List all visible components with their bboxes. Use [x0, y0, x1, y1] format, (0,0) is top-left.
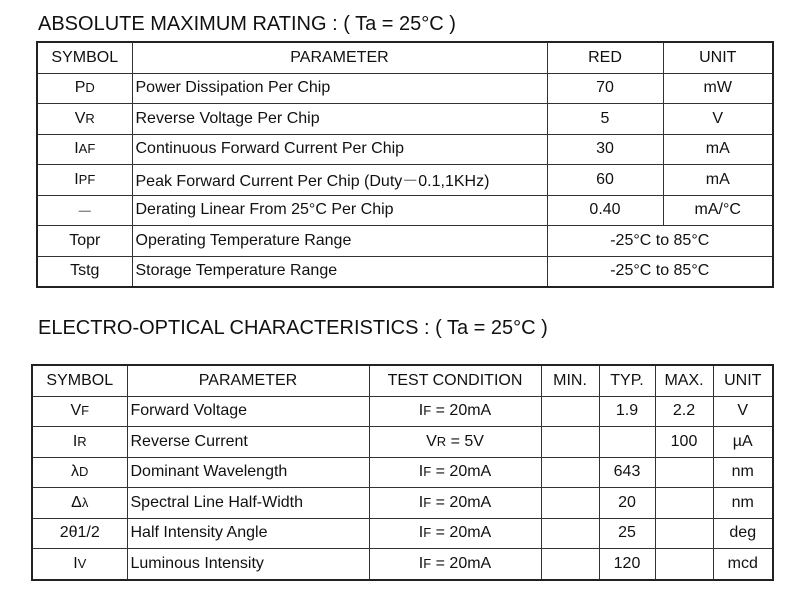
symbol-main: I [72, 432, 78, 450]
red-value-cell: 70 [547, 73, 663, 104]
max-cell [655, 457, 713, 488]
condition-subscript: F [423, 494, 432, 510]
max-cell: 100 [655, 427, 713, 458]
symbol-subscript: V [77, 555, 87, 571]
condition-symbol: I [418, 402, 424, 420]
unit-cell: mcd [713, 549, 773, 580]
parameter-cell: Spectral Line Half-Width [127, 488, 369, 519]
red-value-cell: 60 [547, 165, 663, 196]
unit-cell: V [663, 104, 773, 135]
table-row [37, 134, 773, 165]
table-row [32, 427, 773, 458]
symbol-main: 2θ1/2 [59, 524, 100, 542]
typ-cell: 120 [599, 549, 655, 580]
min-cell [541, 396, 599, 427]
unit-cell: nm [713, 457, 773, 488]
absolute-max-rating-table [36, 41, 774, 288]
unit-cell: V [713, 396, 773, 427]
symbol-cell [32, 518, 127, 549]
min-cell [541, 427, 599, 458]
table-row [32, 396, 773, 427]
parameter-cell: Reverse Current [127, 427, 369, 458]
header-typ: TYP. [599, 365, 655, 396]
unit-cell: mA [663, 134, 773, 165]
condition-subscript: F [423, 464, 432, 480]
table-row [37, 256, 773, 287]
table-row [37, 73, 773, 104]
condition-subscript: F [423, 555, 432, 571]
parameter-cell: Luminous Intensity [127, 549, 369, 580]
symbol-main: V [74, 109, 86, 127]
electro-optical-table [31, 364, 774, 581]
condition-symbol: V [426, 432, 437, 450]
symbol-cell: Tstg [37, 256, 132, 287]
table-row [37, 226, 773, 257]
header-symbol: SYMBOL [32, 365, 127, 396]
condition-value: = 20mA [431, 463, 492, 481]
header-test-condition: TEST CONDITION [369, 365, 541, 396]
condition-subscript: R [436, 433, 447, 449]
red-value-cell: 30 [547, 134, 663, 165]
test-condition-cell [369, 457, 541, 488]
symbol-main: λ [71, 463, 80, 481]
symbol-main: I [74, 170, 79, 188]
typ-cell [599, 427, 655, 458]
test-condition-cell [369, 396, 541, 427]
parameter-cell: Dominant Wavelength [127, 457, 369, 488]
typ-cell: 20 [599, 488, 655, 519]
max-cell: 2.2 [655, 396, 713, 427]
condition-symbol: I [418, 493, 424, 511]
header-red: RED [547, 42, 663, 73]
unit-cell: mA [663, 165, 773, 196]
condition-subscript: F [423, 525, 432, 541]
parameter-cell: Continuous Forward Current Per Chip [132, 134, 547, 165]
red-value-cell: 5 [547, 104, 663, 135]
header-parameter: PARAMETER [132, 42, 547, 73]
symbol-cell [32, 549, 127, 580]
table-row [37, 104, 773, 135]
unit-cell: mA/°C [663, 195, 773, 226]
condition-symbol: I [418, 463, 424, 481]
unit-cell: deg [713, 518, 773, 549]
symbol-cell [37, 73, 132, 104]
absolute-max-rating-title: ABSOLUTE MAXIMUM RATING : ( Ta = 25°C ) [38, 13, 456, 35]
symbol-main: V [70, 402, 82, 420]
symbol-cell: Topr [37, 226, 132, 257]
range-cell: -25°C to 85°C [547, 256, 773, 287]
header-symbol: SYMBOL [37, 42, 132, 73]
test-condition-cell [369, 427, 541, 458]
test-condition-cell [369, 518, 541, 549]
parameter-cell: Storage Temperature Range [132, 256, 547, 287]
header-unit: UNIT [663, 42, 773, 73]
symbol-main: I [73, 554, 78, 572]
table-row [37, 165, 773, 196]
typ-cell: 25 [599, 518, 655, 549]
header-max: MAX. [655, 365, 713, 396]
parameter-cell: Derating Linear From 25°C Per Chip [132, 195, 547, 226]
symbol-cell [37, 104, 132, 135]
parameter-cell: Reverse Voltage Per Chip [132, 104, 547, 135]
symbol-cell [37, 134, 132, 165]
range-cell: -25°C to 85°C [547, 226, 773, 257]
symbol-subscript: R [77, 433, 87, 449]
table-row [32, 518, 773, 549]
symbol-cell [32, 488, 127, 519]
parameter-cell: Operating Temperature Range [132, 226, 547, 257]
symbol-cell [32, 396, 127, 427]
parameter-cell: Forward Voltage [127, 396, 369, 427]
condition-value: = 20mA [431, 493, 492, 511]
table-row [32, 457, 773, 488]
unit-cell: mW [663, 73, 773, 104]
min-cell [541, 518, 599, 549]
parameter-cell: Power Dissipation Per Chip [132, 73, 547, 104]
condition-value: = 20mA [431, 554, 492, 572]
electro-optical-title: ELECTRO-OPTICAL CHARACTERISTICS : ( Ta = 25°C ) [38, 317, 548, 339]
header-parameter: PARAMETER [127, 365, 369, 396]
test-condition-cell [369, 549, 541, 580]
table-header-row [37, 42, 773, 73]
table-header-row [32, 365, 773, 396]
symbol-cell [32, 427, 127, 458]
symbol-subscript: PF [78, 171, 96, 187]
min-cell [541, 488, 599, 519]
symbol-subscript: D [79, 464, 89, 480]
header-min: MIN. [541, 365, 599, 396]
parameter-cell: Half Intensity Angle [127, 518, 369, 549]
min-cell [541, 549, 599, 580]
condition-value: = 20mA [431, 524, 492, 542]
table-row [32, 488, 773, 519]
symbol-cell [32, 457, 127, 488]
symbol-subscript: R [85, 110, 95, 126]
symbol-subscript: AF [78, 141, 96, 157]
min-cell [541, 457, 599, 488]
red-value-cell: 0.40 [547, 195, 663, 226]
symbol-subscript: F [81, 403, 90, 419]
symbol-cell [37, 165, 132, 196]
symbol-subscript: D [85, 80, 95, 96]
table-row [32, 549, 773, 580]
header-unit: UNIT [713, 365, 773, 396]
condition-value: = 20mA [431, 402, 492, 420]
test-condition-cell [369, 488, 541, 519]
typ-cell: 1.9 [599, 396, 655, 427]
max-cell [655, 488, 713, 519]
parameter-cell: Peak Forward Current Per Chip (Duty－0.1,1KHz) [132, 165, 547, 196]
condition-subscript: F [423, 403, 432, 419]
unit-cell: nm [713, 488, 773, 519]
table-row [37, 195, 773, 226]
symbol-main: P [74, 79, 86, 97]
symbol-main: I [74, 140, 79, 158]
typ-cell: 643 [599, 457, 655, 488]
symbol-cell [37, 195, 132, 226]
symbol-main: Δ [71, 493, 82, 511]
unit-cell: µA [713, 427, 773, 458]
condition-symbol: I [418, 554, 424, 572]
symbol-subscript: λ [81, 494, 89, 510]
max-cell [655, 518, 713, 549]
max-cell [655, 549, 713, 580]
condition-symbol: I [418, 524, 424, 542]
condition-value: = 5V [446, 432, 484, 450]
symbol-main: － [76, 203, 93, 221]
